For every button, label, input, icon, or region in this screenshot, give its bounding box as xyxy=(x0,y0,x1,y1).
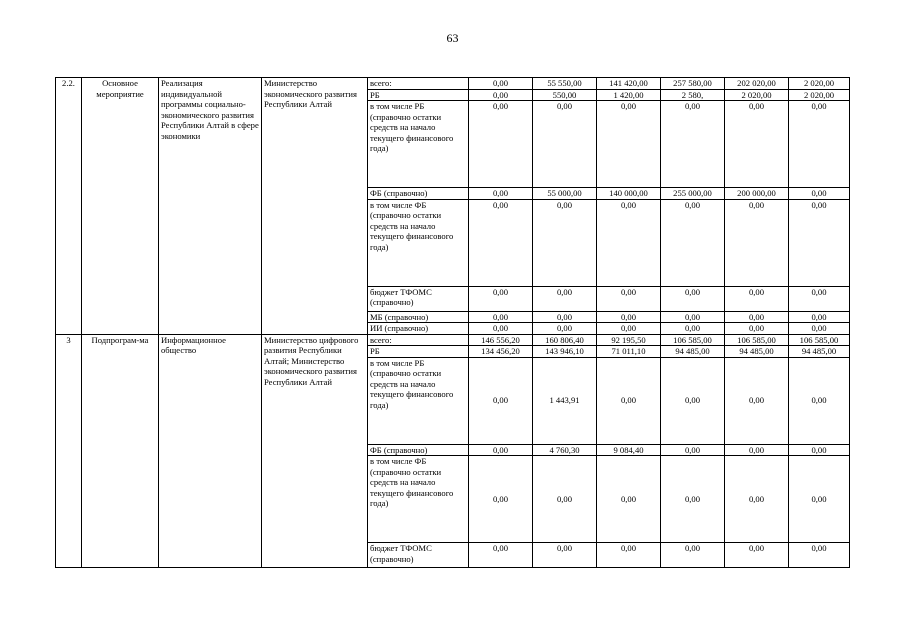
value-cell: 0,00 xyxy=(469,199,533,286)
value-cell: 0,00 xyxy=(789,101,850,188)
value-cell: 140 000,00 xyxy=(597,188,661,200)
value-cell: 257 580,00 xyxy=(661,78,725,90)
row-type: Подпрограм-ма xyxy=(82,334,159,568)
value-cell: 550,00 xyxy=(533,89,597,101)
value-cell: 0,00 xyxy=(469,78,533,90)
source-label: бюджет ТФОМС (справочно) xyxy=(368,286,469,311)
value-cell: 0,00 xyxy=(661,101,725,188)
value-cell: 0,00 xyxy=(597,323,661,335)
value-cell: 200 000,00 xyxy=(725,188,789,200)
source-label: в том числе ФБ (справочно остатки средств на начало текущего финансового года) xyxy=(368,456,469,543)
value-cell: 55 550,00 xyxy=(533,78,597,90)
value-cell: 0,00 xyxy=(533,101,597,188)
value-cell: 0,00 xyxy=(597,357,661,444)
value-cell: 0,00 xyxy=(725,101,789,188)
row-number: 2.2. xyxy=(56,78,82,335)
source-label: в том числе ФБ (справочно остатки средств на начало текущего финансового года) xyxy=(368,199,469,286)
row-number: 3 xyxy=(56,334,82,568)
page-number: 63 xyxy=(446,31,459,45)
value-cell: 1 420,00 xyxy=(597,89,661,101)
value-cell: 0,00 xyxy=(597,199,661,286)
value-cell: 4 760,30 xyxy=(533,444,597,456)
value-cell: 0,00 xyxy=(469,89,533,101)
source-label: всего: xyxy=(368,78,469,90)
value-cell: 0,00 xyxy=(789,311,850,323)
source-label: бюджет ТФОМС (справочно) xyxy=(368,543,469,568)
value-cell: 106 585,00 xyxy=(661,334,725,346)
source-label: МБ (справочно) xyxy=(368,311,469,323)
value-cell: 0,00 xyxy=(533,311,597,323)
value-cell: 0,00 xyxy=(469,543,533,568)
source-label: в том числе РБ (справочно остатки средств на начало текущего финансового года) xyxy=(368,101,469,188)
source-label: РБ xyxy=(368,89,469,101)
value-cell: 0,00 xyxy=(469,101,533,188)
value-cell: 160 806,40 xyxy=(533,334,597,346)
source-label: ФБ (справочно) xyxy=(368,188,469,200)
source-label: ФБ (справочно) xyxy=(368,444,469,456)
value-cell: 0,00 xyxy=(789,199,850,286)
value-cell: 0,00 xyxy=(469,444,533,456)
value-cell: 0,00 xyxy=(469,357,533,444)
value-cell: 0,00 xyxy=(469,456,533,543)
value-cell: 0,00 xyxy=(469,323,533,335)
budget-table xyxy=(55,77,850,568)
value-cell: 0,00 xyxy=(789,444,850,456)
value-cell: 0,00 xyxy=(533,286,597,311)
value-cell: 0,00 xyxy=(469,311,533,323)
value-cell: 0,00 xyxy=(597,286,661,311)
value-cell: 0,00 xyxy=(789,188,850,200)
source-label: РБ xyxy=(368,346,469,358)
value-cell: 0,00 xyxy=(533,456,597,543)
value-cell: 0,00 xyxy=(661,456,725,543)
value-cell: 0,00 xyxy=(469,286,533,311)
value-cell: 0,00 xyxy=(533,199,597,286)
value-cell: 92 195,50 xyxy=(597,334,661,346)
value-cell: 2 580, xyxy=(661,89,725,101)
value-cell: 0,00 xyxy=(661,323,725,335)
value-cell: 0,00 xyxy=(789,456,850,543)
value-cell: 1 443,91 xyxy=(533,357,597,444)
row-responsible: Министерство цифрового развития Республики Алтай; Министерство экономического развития Республики Алтай xyxy=(262,334,368,568)
source-label: ИИ (справочно) xyxy=(368,323,469,335)
table-row xyxy=(56,334,850,346)
value-cell: 0,00 xyxy=(533,543,597,568)
value-cell: 255 000,00 xyxy=(661,188,725,200)
value-cell: 2 020,00 xyxy=(789,89,850,101)
value-cell: 0,00 xyxy=(533,323,597,335)
value-cell: 0,00 xyxy=(725,456,789,543)
value-cell: 0,00 xyxy=(469,188,533,200)
value-cell: 146 556,20 xyxy=(469,334,533,346)
value-cell: 134 456,20 xyxy=(469,346,533,358)
source-label: всего: xyxy=(368,334,469,346)
value-cell: 0,00 xyxy=(597,311,661,323)
row-type: Основное мероприятие xyxy=(82,78,159,335)
value-cell: 0,00 xyxy=(789,543,850,568)
value-cell: 94 485,00 xyxy=(661,346,725,358)
value-cell: 2 020,00 xyxy=(789,78,850,90)
value-cell: 0,00 xyxy=(789,286,850,311)
value-cell: 0,00 xyxy=(597,101,661,188)
value-cell: 0,00 xyxy=(725,311,789,323)
value-cell: 0,00 xyxy=(661,357,725,444)
value-cell: 0,00 xyxy=(725,543,789,568)
value-cell: 0,00 xyxy=(661,444,725,456)
value-cell: 0,00 xyxy=(661,286,725,311)
row-responsible: Министерство экономического развития Республики Алтай xyxy=(262,78,368,335)
value-cell: 0,00 xyxy=(725,286,789,311)
value-cell: 0,00 xyxy=(725,323,789,335)
value-cell: 202 020,00 xyxy=(725,78,789,90)
table-row xyxy=(56,78,850,90)
value-cell: 9 084,40 xyxy=(597,444,661,456)
value-cell: 94 485,00 xyxy=(725,346,789,358)
value-cell: 141 420,00 xyxy=(597,78,661,90)
value-cell: 55 000,00 xyxy=(533,188,597,200)
value-cell: 0,00 xyxy=(725,199,789,286)
value-cell: 2 020,00 xyxy=(725,89,789,101)
value-cell: 106 585,00 xyxy=(789,334,850,346)
row-name: Реализация индивидуальной программы социально-экономического развития Республики Алтай в сфере экономики xyxy=(159,78,262,335)
value-cell: 0,00 xyxy=(661,311,725,323)
source-label: в том числе РБ (справочно остатки средств на начало текущего финансового года) xyxy=(368,357,469,444)
value-cell: 0,00 xyxy=(597,543,661,568)
value-cell: 0,00 xyxy=(789,357,850,444)
row-name: Информационное общество xyxy=(159,334,262,568)
value-cell: 0,00 xyxy=(725,357,789,444)
value-cell: 0,00 xyxy=(661,543,725,568)
value-cell: 0,00 xyxy=(661,199,725,286)
value-cell: 106 585,00 xyxy=(725,334,789,346)
value-cell: 0,00 xyxy=(597,456,661,543)
value-cell: 94 485,00 xyxy=(789,346,850,358)
value-cell: 0,00 xyxy=(725,444,789,456)
value-cell: 0,00 xyxy=(789,323,850,335)
value-cell: 143 946,10 xyxy=(533,346,597,358)
value-cell: 71 011,10 xyxy=(597,346,661,358)
